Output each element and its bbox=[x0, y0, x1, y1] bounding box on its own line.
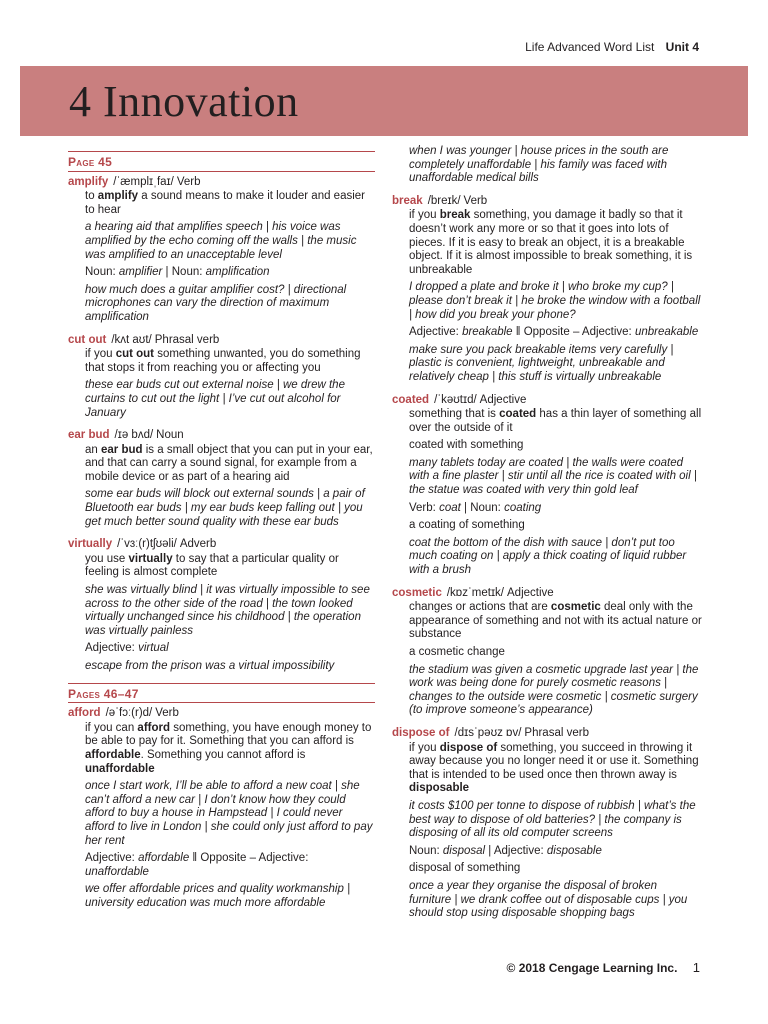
definition bbox=[409, 742, 702, 796]
word-form: amplification bbox=[205, 266, 270, 279]
part-of-speech: Verb bbox=[155, 707, 179, 720]
definition bbox=[409, 408, 702, 435]
entry-body bbox=[392, 209, 702, 384]
word-entry bbox=[392, 394, 702, 578]
part-of-speech: Verb bbox=[463, 194, 488, 207]
headword: dispose of bbox=[392, 726, 450, 739]
example-sentences: we offer affordable prices and quality workmanship | university education was much more affordable bbox=[85, 883, 351, 909]
example-sentences: make sure you pack breakable items very carefully | plastic is convenient, lightweight, unbreakable and relatively cheap | this stuff is virtually unbreakable bbox=[409, 343, 674, 383]
word-forms-note bbox=[85, 266, 375, 280]
definition-text: you use bbox=[85, 552, 129, 565]
word-form-label: Verb: bbox=[409, 501, 440, 514]
example-sentences: once a year they organise the disposal of broken furniture | we drank coffee out of disposable cups | you should stop using disposable shopping bags bbox=[409, 879, 688, 920]
example-sentences: a hearing aid that amplifies speech | his voice was amplified by the echo coming off the walls | the music was amplified to an unacceptable level bbox=[85, 221, 357, 261]
title-banner bbox=[20, 66, 748, 136]
word-form-label: | Noun: bbox=[162, 266, 206, 279]
word-forms-note bbox=[85, 852, 375, 879]
usage-pattern: coated with something bbox=[409, 439, 524, 452]
pronunciation: /kɒzˈmetɪk/ bbox=[446, 586, 504, 599]
example-sentences: these ear buds cut out external noise | we drew the curtains to cut out the light | I’ve cut out alcohol for January bbox=[85, 379, 345, 419]
definition-keyword: cut out bbox=[115, 348, 155, 361]
continued-examples bbox=[392, 145, 702, 186]
definition-text: a sound means to make it louder and easier to hear bbox=[85, 190, 366, 216]
example-sentences: many tablets today are coated | the walls were coated with a fine plaster | stir until all the rice is coated with oil | the statue was coated with very thin gold leaf bbox=[409, 456, 697, 497]
definition-text: to bbox=[85, 190, 98, 203]
entry-body bbox=[68, 444, 375, 530]
headword: virtually bbox=[68, 538, 113, 551]
word-forms-note bbox=[409, 502, 702, 516]
running-header bbox=[525, 40, 699, 54]
word-entry bbox=[68, 429, 375, 529]
usage-pattern: a coating of something bbox=[409, 519, 525, 532]
definition-text: if you can bbox=[85, 721, 138, 734]
definition-keyword: cosmetic bbox=[550, 601, 601, 614]
part-of-speech: Adjective bbox=[479, 393, 527, 406]
headword: cosmetic bbox=[392, 586, 442, 599]
headword-line bbox=[68, 176, 375, 190]
entry-body bbox=[68, 722, 375, 911]
series-title: Life Advanced Word List bbox=[525, 40, 655, 54]
word-form-label: Noun: bbox=[85, 266, 119, 279]
definition-text: has a thin layer of something all over the outside of it bbox=[409, 408, 702, 434]
definition-keyword: amplify bbox=[97, 190, 139, 203]
example-sentences: how much does a guitar amplifier cost? | directional microphones can vary the direction of maximum amplification bbox=[85, 283, 347, 323]
definition-text: something unwanted, you do something that stops it from reaching you or affecting you bbox=[85, 348, 361, 374]
left-column bbox=[68, 145, 375, 920]
word-form-label: | Noun: bbox=[460, 501, 505, 514]
pronunciation: /ɪə bʌd/ bbox=[114, 429, 154, 442]
headword-line bbox=[392, 195, 702, 209]
pronunciation: /ˈæmplɪˌfaɪ/ bbox=[113, 175, 174, 188]
pronunciation: /əˈfɔː(r)d/ bbox=[105, 707, 153, 720]
headword-line bbox=[68, 538, 375, 552]
headword: coated bbox=[392, 393, 430, 406]
word-form: coating bbox=[504, 501, 542, 514]
definition-text: if you bbox=[409, 209, 440, 222]
entry-body bbox=[68, 348, 375, 420]
example-sentences: she was virtually blind | it was virtually impossible to see across to the other side of the road | the town looked virtually unchanged since his childhood | the operation was virtually painless bbox=[85, 584, 370, 637]
part-of-speech: Phrasal verb bbox=[154, 333, 220, 346]
definition-keyword: break bbox=[439, 209, 471, 222]
pronunciation: /kʌt aʊt/ bbox=[111, 333, 152, 346]
definition-text: an bbox=[85, 443, 101, 456]
word-form: virtual bbox=[138, 642, 169, 655]
word-forms-note bbox=[85, 642, 375, 656]
word-forms-note bbox=[409, 326, 702, 340]
definition bbox=[85, 722, 375, 776]
definition bbox=[409, 209, 702, 277]
usage-pattern: a cosmetic change bbox=[409, 646, 505, 658]
definition-text: something, you succeed in throwing it away because you no longer need it or use it. Something that is intended to be used once then thrown away is bbox=[409, 741, 699, 781]
definition-text: . Something you cannot afford is bbox=[140, 748, 306, 761]
example-sentences: some ear buds will block out external sounds | a pair of Bluetooth ear buds | my ear buds keep falling out | you get much better sound quality with these ear buds bbox=[85, 488, 365, 528]
headword: break bbox=[392, 194, 423, 207]
definition bbox=[85, 553, 375, 580]
entry-body bbox=[68, 553, 375, 674]
usage-pattern: disposal of something bbox=[409, 862, 521, 875]
copyright-text: © 2018 Cengage Learning Inc. bbox=[506, 961, 678, 975]
pronunciation: /dɪsˈpəʊz ɒv/ bbox=[454, 726, 522, 739]
section-heading: Page 45 bbox=[68, 151, 375, 172]
definition bbox=[85, 190, 375, 217]
example-sentences: when I was younger | house prices in the south are completely unaffordable | his family was faced with unaffordable medical bills bbox=[409, 145, 669, 185]
definition-keyword: afford bbox=[137, 721, 171, 734]
headword: amplify bbox=[68, 175, 109, 188]
definition-text: if you bbox=[85, 348, 116, 361]
word-form: disposable bbox=[546, 844, 602, 857]
definition-keyword: coated bbox=[499, 408, 537, 421]
page-number: 1 bbox=[692, 960, 700, 975]
example-sentences: the stadium was given a cosmetic upgrade last year | the work was being done for purely cosmetic reasons | changes to the outside were cosmetic | cosmetic surgery (to improve someone’s appearance) bbox=[409, 663, 699, 717]
part-of-speech: Adverb bbox=[179, 538, 217, 551]
word-form: breakable bbox=[462, 326, 513, 339]
word-entry bbox=[68, 538, 375, 673]
word-form: unaffordable bbox=[85, 865, 149, 878]
definition-text: something, you damage it badly so that it doesn’t work any more or so that it goes into lots of pieces. If it is easy to break an object, it is a breakable object. If it is almost impossible to break something, it is unbreakable bbox=[409, 209, 693, 276]
entry-body bbox=[392, 408, 702, 578]
definition-keyword: virtually bbox=[128, 552, 173, 565]
word-entry bbox=[392, 587, 702, 718]
section-heading: Pages 46–47 bbox=[68, 683, 375, 704]
example-sentences: coat the bottom of the dish with sauce | don’t put too much coating on | apply a thick coating of liquid rubber with a brush bbox=[409, 536, 687, 577]
pronunciation: /ˈvɜː(r)tʃʊəli/ bbox=[117, 538, 177, 551]
word-entry bbox=[68, 176, 375, 325]
word-form-label: ‖ Opposite – Adjective: bbox=[512, 326, 635, 339]
right-column bbox=[392, 145, 702, 930]
entry-body bbox=[392, 601, 702, 718]
definition-text: something, you have enough money to be able to pay for it. Something that you can afford is bbox=[85, 721, 372, 748]
definition bbox=[409, 601, 702, 642]
word-form: affordable bbox=[138, 852, 190, 865]
part-of-speech: Phrasal verb bbox=[524, 726, 589, 739]
definition-text: changes or actions that are bbox=[409, 601, 551, 614]
part-of-speech: Verb bbox=[176, 175, 201, 188]
headword: ear bud bbox=[68, 429, 110, 442]
unit-label: Unit 4 bbox=[665, 40, 699, 54]
pronunciation: /breɪk/ bbox=[427, 194, 461, 207]
pronunciation: /ˈkəʊtɪd/ bbox=[434, 393, 477, 406]
headword-line bbox=[392, 587, 702, 601]
definition-keyword: disposable bbox=[409, 782, 470, 795]
entry-body bbox=[68, 190, 375, 324]
definition-text: deal only with the appearance of something and not with its actual nature or substance bbox=[409, 601, 702, 641]
example-sentences: escape from the prison was a virtual impossibility bbox=[85, 660, 335, 672]
definition-text: is a small object that you can put in your ear, and that can carry a sound signal, for example from a mobile device or as part of a hearing aid bbox=[85, 443, 373, 483]
definition-keyword: affordable bbox=[85, 748, 141, 761]
word-form-label: Noun: bbox=[409, 844, 443, 857]
example-sentences: it costs $100 per tonne to dispose of rubbish | what’s the best way to dispose of old batteries? | the company is disposing of all its old computer screens bbox=[409, 799, 696, 840]
entry-body bbox=[392, 742, 702, 921]
headword-line bbox=[392, 394, 702, 408]
word-form: amplifier bbox=[118, 266, 163, 279]
word-form: disposal bbox=[442, 844, 486, 857]
word-entry bbox=[392, 727, 702, 921]
definition bbox=[85, 444, 375, 485]
definition-keyword: unaffordable bbox=[85, 762, 155, 775]
word-entry bbox=[68, 707, 375, 910]
word-form-label: Adjective: bbox=[409, 326, 463, 339]
word-forms-note bbox=[409, 845, 702, 859]
example-sentences: once I start work, I’ll be able to afford a new coat | she can’t afford a new car | I don’t know how they could afford to buy a house in Hampstead | I could never afford to live in London | she could only just afford to pay her rent bbox=[85, 780, 373, 847]
headword-line bbox=[68, 334, 375, 348]
word-form: unbreakable bbox=[634, 326, 699, 339]
definition-text: to say that a particular quality or feeling is almost complete bbox=[85, 552, 339, 579]
headword-line bbox=[68, 429, 375, 443]
headword-line bbox=[68, 707, 375, 721]
headword: afford bbox=[68, 707, 101, 720]
word-entry bbox=[68, 334, 375, 421]
example-sentences: I dropped a plate and broke it | who broke my cup? | please don’t break it | he broke the window with a football | how did you break your phone? bbox=[409, 281, 701, 321]
part-of-speech: Noun bbox=[156, 429, 184, 442]
page-title: 4 Innovation bbox=[69, 77, 299, 126]
definition-keyword: dispose of bbox=[439, 741, 498, 754]
word-form-label: Adjective: bbox=[85, 852, 139, 865]
word-form-label: ‖ Opposite – Adjective: bbox=[189, 852, 309, 865]
word-form-label: | Adjective: bbox=[485, 844, 547, 857]
definition-text: something that is bbox=[409, 408, 500, 421]
definition bbox=[85, 348, 375, 375]
headword-line bbox=[392, 727, 702, 741]
page-footer bbox=[507, 960, 700, 975]
word-entry bbox=[392, 195, 702, 385]
part-of-speech: Adjective bbox=[507, 586, 554, 599]
definition-text: if you bbox=[409, 741, 440, 754]
word-form: coat bbox=[439, 501, 461, 514]
definition-keyword: ear bud bbox=[101, 443, 143, 456]
headword: cut out bbox=[68, 333, 107, 346]
word-form-label: Adjective: bbox=[85, 642, 139, 655]
